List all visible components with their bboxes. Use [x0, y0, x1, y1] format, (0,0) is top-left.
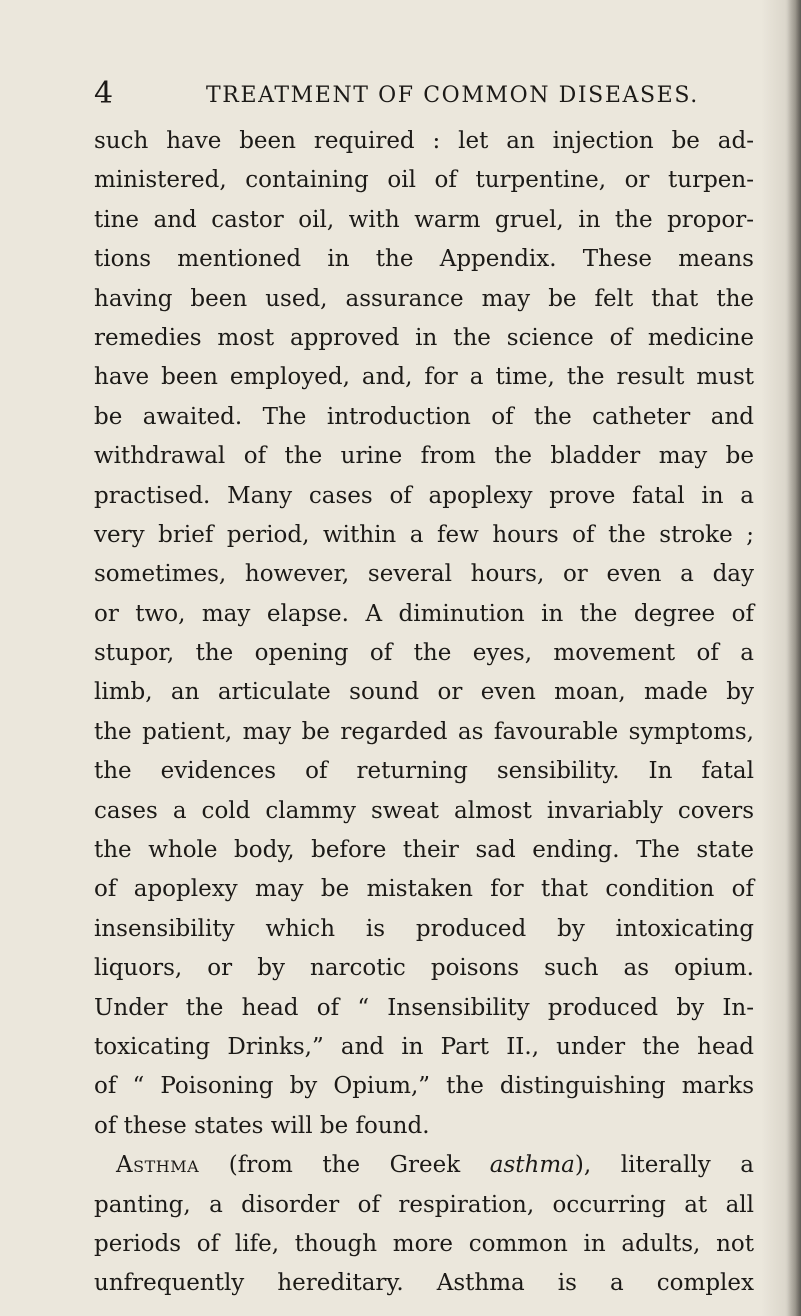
- text-line: tine and castor oil, with warm gruel, in the propor-: [94, 206, 754, 233]
- text-line: withdrawal of the urine from the bladder may be: [94, 443, 754, 470]
- text-line: liquors, or by narcotic poisons such as opium.: [94, 955, 754, 982]
- text-line: remedies most approved in the science of medicine: [94, 324, 754, 351]
- asthma-greek-word: asthma: [489, 1152, 575, 1179]
- text-line: the whole body, before their sad ending. The state: [94, 837, 754, 864]
- text-line: cases a cold clammy sweat almost invariably covers: [94, 797, 754, 824]
- text-line: of these states will be found.: [94, 1112, 430, 1139]
- text-line: tions mentioned in the Appendix. These means: [94, 246, 754, 273]
- text-line: the patient, may be regarded as favourable symptoms,: [94, 718, 754, 745]
- page-edge-shadow: [787, 0, 801, 1316]
- text-line: practised. Many cases of apoplexy prove fatal in a: [94, 482, 754, 509]
- text-line: stupor, the opening of the eyes, movement of a: [94, 640, 754, 667]
- text-line: the evidences of returning sensibility. In fatal: [94, 758, 754, 785]
- text-line: have been employed, and, for a time, the result must: [94, 364, 754, 391]
- text-line: ministered, containing oil of turpentine, or turpen-: [94, 167, 754, 194]
- text-line: Under the head of “ Insensibility produced by In-: [94, 994, 754, 1021]
- asthma-entry-line: [94, 1146, 754, 1185]
- page-number: 4: [94, 76, 114, 111]
- asthma-term: Asthma: [116, 1152, 200, 1179]
- text-line: toxicating Drinks,” and in Part II., under the head: [94, 1033, 754, 1060]
- text-line: of “ Poisoning by Opium,” the distinguishing marks: [94, 1073, 754, 1100]
- text-line: limb, an articulate sound or even moan, made by: [94, 679, 754, 706]
- text-line: having been used, assurance may be felt that the: [94, 285, 754, 312]
- text-line: panting, a disorder of respiration, occurring at all: [94, 1191, 754, 1218]
- text-line: insensibility which is produced by intoxicating: [94, 915, 754, 942]
- text-line: such have been required : let an injection be ad-: [94, 128, 754, 154]
- text-line: sometimes, however, several hours, or even a day: [94, 561, 754, 588]
- body-text: [94, 122, 754, 1304]
- text-line: or two, may elapse. A diminution in the degree of: [94, 600, 754, 627]
- text-line: be awaited. The introduction of the catheter and: [94, 403, 754, 430]
- text-line: very brief period, within a few hours of the stroke ;: [94, 521, 754, 548]
- asthma-text: ), literally a: [574, 1152, 754, 1179]
- running-head: [94, 74, 754, 114]
- running-title: TREATMENT OF COMMON DISEASES.: [206, 83, 699, 108]
- text-line: of apoplexy may be mistaken for that condition of: [94, 876, 754, 903]
- text-line: unfrequently hereditary. Asthma is a complex: [94, 1270, 754, 1297]
- asthma-text: (from the Greek: [199, 1152, 490, 1179]
- text-line: periods of life, though more common in adults, not: [94, 1230, 754, 1257]
